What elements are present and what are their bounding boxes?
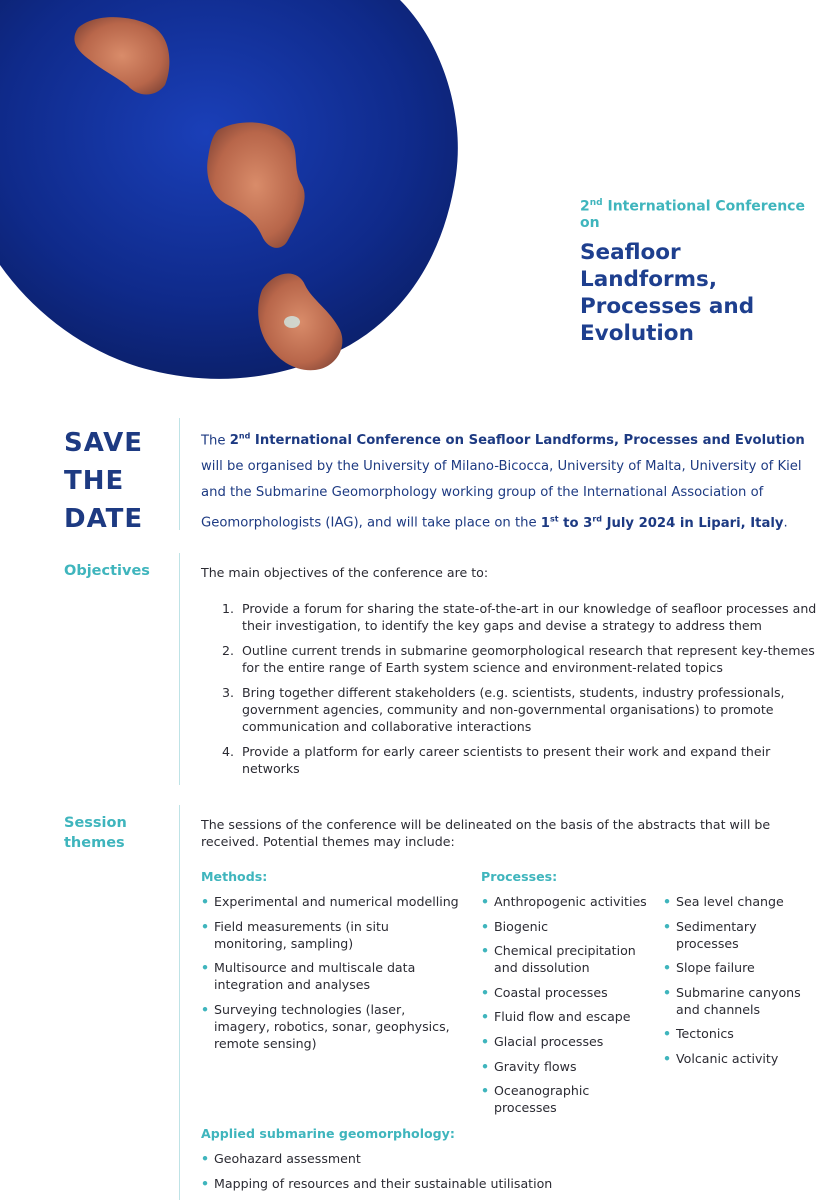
list-item: 4. Provide a platform for early career scientists to present their work and expand their networks — [222, 744, 771, 776]
list-item: • Oceanographic processes — [481, 1083, 590, 1116]
list-item: • Sea level change — [663, 894, 784, 909]
list-item: • Anthropogenic activities — [481, 894, 647, 909]
list-item: • Surveying technologies (laser, imagery, robotics, sonar, geophysics, remote sensing) — [201, 1001, 450, 1051]
methods-heading: Methods: — [201, 869, 268, 884]
section-divider — [179, 418, 180, 530]
list-item: • Experimental and numerical modelling — [201, 894, 459, 909]
list-item: • Submarine canyons and channels — [663, 984, 801, 1017]
list-item: • Fluid flow and escape — [481, 1009, 631, 1025]
processes-list-2 — [663, 893, 818, 1075]
methods-list — [201, 893, 459, 1059]
list-item: 3. Bring together different stakeholders (e.g. scientists, students, industry professionals, government agencies, community and non-governmental organisations) to promote communication and collaborative interactions — [222, 685, 785, 734]
list-item: • Sedimentary processes — [663, 918, 757, 951]
list-item: • Multisource and multiscale data integration and analyses — [201, 960, 416, 993]
processes-list-1 — [481, 893, 653, 1124]
conference-subtitle: 2nd International Conference on — [580, 198, 805, 231]
list-item: • Biogenic — [481, 918, 548, 934]
sessions-lead: The sessions of the conference will be delineated on the basis of the abstracts that will be received. Potential themes may include: — [201, 817, 771, 849]
list-item: 1. Provide a forum for sharing the state-of-the-art in our knowledge of seafloor processes and their investigation, to identify the key gaps and devise a strategy to address them — [222, 601, 817, 633]
section-divider — [179, 553, 180, 785]
list-item: • Slope failure — [663, 960, 755, 976]
save-the-date: SAVE THE DATE — [64, 428, 144, 534]
objectives-label: Objectives — [64, 563, 150, 579]
list-item: • Volcanic activity — [663, 1050, 779, 1066]
section-divider — [179, 805, 180, 1200]
objectives-lead: The main objectives of the conference are to: — [201, 565, 489, 580]
list-item: • Coastal processes — [481, 984, 608, 1000]
session-themes-label: Session themes — [64, 815, 127, 851]
hero-satellite-image — [0, 0, 470, 385]
objectives-list — [222, 600, 818, 785]
list-item: • Geohazard assessment — [201, 1151, 361, 1166]
list-item: • Glacial processes — [481, 1033, 604, 1049]
list-item: 2. Outline current trends in submarine geomorphological research that represent key-themes for the entire range of Earth system science and environment-related topics — [222, 643, 815, 675]
list-item: • Field measurements (in situ monitoring, sampling) — [201, 918, 389, 951]
conference-title: Seafloor Landforms, Processes and Evolution — [580, 239, 755, 346]
list-item: • Gravity flows — [481, 1058, 577, 1074]
list-item: • Chemical precipitation and dissolution — [481, 943, 636, 976]
list-item: • Tectonics — [663, 1026, 734, 1042]
conference-heading — [580, 198, 815, 347]
intro-paragraph: The 2nd International Conference on Seafloor Landforms, Processes and Evolution will be organised by the University of Milano-Bicocca, University of Malta, University of Kiel and the Submarine Geomorphology working group of the International Association of Geomorphologists (IAG), and will take place on the 1st to 3rd July 2024 in Lipari, Italy. — [201, 432, 805, 531]
applied-list — [201, 1150, 801, 1199]
list-item: • Mapping of resources and their sustainable utilisation — [201, 1175, 553, 1191]
processes-heading: Processes: — [481, 869, 558, 884]
applied-heading: Applied submarine geomorphology: — [201, 1126, 455, 1141]
